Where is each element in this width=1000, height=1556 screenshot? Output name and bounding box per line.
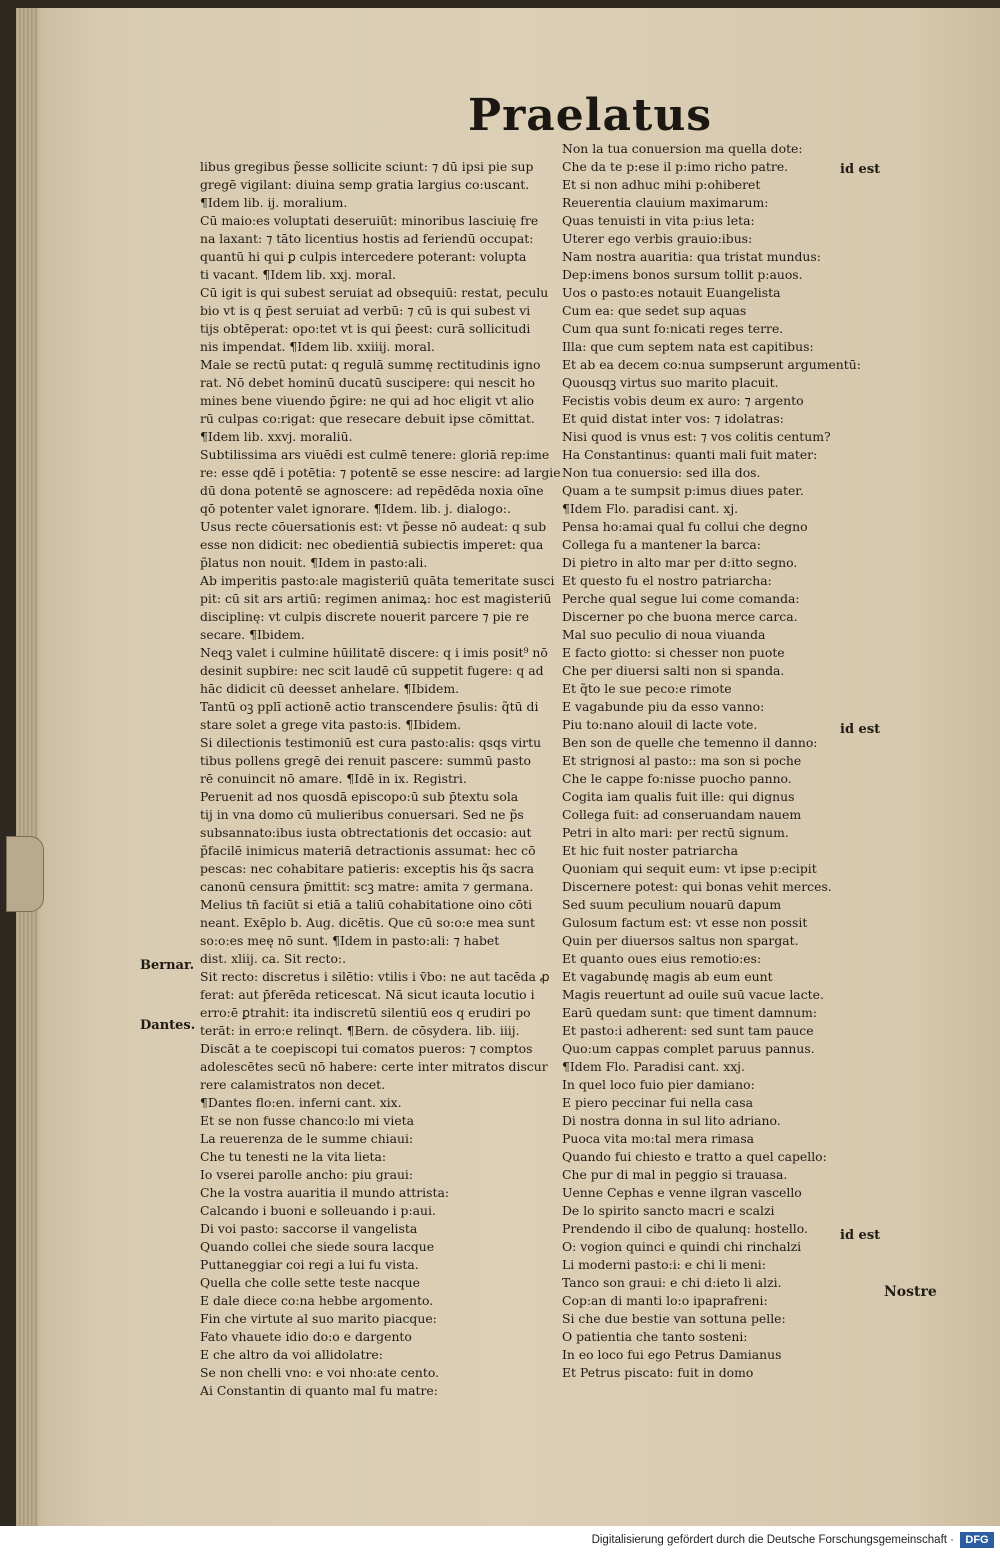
text-line: Illa: que cum septem nata est capitibus: <box>562 339 814 354</box>
text-line: Quando collei che siede soura lacque <box>200 1239 435 1254</box>
text-line: tijs obtēperat: opo:tet vt is qui p̄eest: curā sollicitudi <box>200 321 531 336</box>
text-line: Discernere potest: qui bonas vehit merces. <box>562 879 832 894</box>
text-line: Uenne Cephas e venne ilgran vascello <box>562 1185 802 1200</box>
text-line: Puttaneggiar coi regi a lui fu vista. <box>200 1257 419 1272</box>
text-line: Et q̃to le sue peco:e rimote <box>562 681 732 696</box>
margin-note-id-est: id est <box>840 722 881 737</box>
left-text-column <box>200 158 562 1400</box>
text-line: ti vacant. ¶Idem lib. xxj. moral. <box>200 267 397 282</box>
text-line: Et quid distat inter vos: ⁊ idolatras: <box>562 411 784 426</box>
text-line: Subtilissima ars viuēdi est culmē tenere: gloriā rep:ime <box>200 447 550 462</box>
text-line: p̃facilē inimicus materiā detractionis assumat: hec cō <box>200 843 536 858</box>
book-clasp <box>6 836 44 912</box>
text-line: Et se non fusse chanco:lo mi vieta <box>200 1113 415 1128</box>
text-line: Se non chelli vno: e voi nho:ate cento. <box>200 1365 440 1380</box>
text-line: Cogita iam qualis fuit ille: qui dignus <box>562 789 795 804</box>
text-line: Nam nostra auaritia: qua tristat mundus: <box>562 249 821 264</box>
text-line: Di pietro in alto mar per d:itto segno. <box>562 555 798 570</box>
text-line: mines bene viuendo p̄gire: ne qui ad hoc eligit vt alio <box>200 393 535 408</box>
text-line: Quousqꝫ virtus suo marito placuit. <box>562 375 779 390</box>
text-line: Puoca vita mo:tal mera rimasa <box>562 1131 755 1146</box>
footer-bar <box>0 1526 1000 1556</box>
text-line: Uos o pasto:es notauit Euangelista <box>562 285 781 300</box>
text-line: Neqꝫ valet i culmine hūilitatē discere: q i imis posit⁹ nō <box>200 645 548 660</box>
text-line: disciplinę: vt culpis discrete nouerit parcere ⁊ pie re <box>200 609 529 624</box>
text-line: E dale diece co:na hebbe argomento. <box>200 1293 434 1308</box>
text-line: Et hic fuit noster patriarcha <box>562 843 739 858</box>
text-line: Quella che colle sette teste nacque <box>200 1275 420 1290</box>
text-line: Quas tenuisti in vita p:ius leta: <box>562 213 755 228</box>
text-line: Earū quedam sunt: que timent damnum: <box>562 1005 817 1020</box>
text-line: ferat: aut p̄ferēda reticescat. Nā sicut icauta locutio i <box>200 987 535 1002</box>
text-line: Tantū oꝫ pplī actionē actio transcendere p̄sulis: q̃tū di <box>200 699 539 714</box>
text-line: libus gregibus p̃esse sollicite sciunt: ⁊ dū ipsi pie sup <box>200 159 534 174</box>
text-line: rere calamistratos non decet. <box>200 1077 386 1092</box>
text-line: Et questo fu el nostro patriarcha: <box>562 573 772 588</box>
text-line: ¶Dantes flo:en. inferni cant. xix. <box>200 1095 402 1110</box>
page-title: Praelatus <box>468 90 713 141</box>
text-line: pit: cū sit ars artiū: regimen animaꝝ: hoc est magisteriū <box>200 591 552 606</box>
text-line: Collega fu a mantener la barca: <box>562 537 761 552</box>
text-line: subsannato:ibus iusta obtrectationis det occasio: aut <box>200 825 532 840</box>
text-line: stare solet a grege vita pasto:is. ¶Ibidem. <box>200 717 462 732</box>
text-line: hāc didicit cū deesset anhelare. ¶Ibidem. <box>200 681 460 696</box>
text-line: Quam a te sumpsit p:imus diues pater. <box>562 483 804 498</box>
text-line: Cū maio:es voluptati deseruiūt: minoribus lasciuię fre <box>200 213 539 228</box>
text-line: Ha Constantinus: quanti mali fuit mater: <box>562 447 818 462</box>
text-line: terāt: in erro:e relinqt. ¶Bern. de cōsydera. lib. iiij. <box>200 1023 520 1038</box>
text-line: tij in vna domo cū mulieribus conuersari. Sed ne p̃s <box>200 807 524 822</box>
text-line: pescas: nec cohabitare patieris: exceptis his q̃s sacra <box>200 861 535 876</box>
text-line: rū culpas co:rigat: que resecare debuit ipse cōmittat. <box>200 411 535 426</box>
text-line: Cū igit is qui subest seruiat ad obsequiū: restat, peculu <box>200 285 549 300</box>
text-line: Sed suum peculium nouarū dapum <box>562 897 782 912</box>
text-line: Cop:an di manti lo:o ipaprafreni: <box>562 1293 768 1308</box>
text-line: rat. Nō debet hominū ducatū suscipere: qui nescit ho <box>200 375 536 390</box>
text-line: Quin per diuersos saltus non spargat. <box>562 933 799 948</box>
text-line: Tanco son graui: e chi d:ieto li alzi. <box>562 1275 782 1290</box>
text-line: Discerner po che buona merce carca. <box>562 609 798 624</box>
text-line: O: vogion quinci e quindi chi rinchalzi <box>562 1239 802 1254</box>
text-line: Sit recto: discretus i silētio: vtilis i v̄bo: ne aut tacēda ꝓ <box>200 969 550 984</box>
text-line: Magis reuertunt ad ouile suū vacue lacte. <box>562 987 824 1002</box>
text-line: Male se rectū putat: q regulā summę rectitudinis igno <box>200 357 541 372</box>
text-line: Usus recte cōuersationis est: vt p̃esse nō audeat: q sub <box>200 519 547 534</box>
text-line: Che da te p:ese il p:imo richo patre. <box>562 159 789 174</box>
text-line: desinit supbire: nec scit laudē cū suppetit fugere: q ad <box>200 663 544 678</box>
text-line: canonū censura p̄mittit: scꝫ matre: amita ⁊ germana. <box>200 879 534 894</box>
text-line: qō potenter valet ignorare. ¶Idem. lib. j. dialogo:. <box>200 501 511 516</box>
text-line: Li moderni pasto:i: e chi li meni: <box>562 1257 766 1272</box>
text-line: Quo:um cappas complet paruus pannus. <box>562 1041 815 1056</box>
text-line: rē conuincit nō amare. ¶Idē in ix. Registri. <box>200 771 467 786</box>
text-line: nis impendat. ¶Idem lib. xxiiij. moral. <box>200 339 435 354</box>
text-line: In eo loco fui ego Petrus Damianus <box>562 1347 782 1362</box>
text-line: Di voi pasto: saccorse il vangelista <box>200 1221 418 1236</box>
text-line: E facto giotto: si chesser non puote <box>562 645 785 660</box>
text-line: esse non didicit: nec obedientiā subiectis imperet: qua <box>200 537 544 552</box>
text-line: Ab imperitis pasto:ale magisteriū quāta temeritate susci <box>200 573 555 588</box>
text-line: Perche qual segue lui come comanda: <box>562 591 800 606</box>
text-line: Pensa ho:amai qual fu collui che degno <box>562 519 808 534</box>
text-line: Discāt a te coepiscopi tui comatos pueros: ⁊ comptos <box>200 1041 533 1056</box>
text-line: Che tu tenesti ne la vita lieta: <box>200 1149 387 1164</box>
text-line: bio vt is q p̄est seruiat ad verbū: ⁊ cū is qui subest vi <box>200 303 531 318</box>
text-line: Cum qua sunt fo:nicati reges terre. <box>562 321 784 336</box>
catchword: Nostre <box>884 1284 937 1300</box>
text-line: Che pur di mal in peggio si trauasa. <box>562 1167 788 1182</box>
text-line: Quoniam qui sequit eum: vt ipse p:ecipit <box>562 861 817 876</box>
text-line: Reuerentia clauium maximarum: <box>562 195 769 210</box>
text-line: Et strignosi al pasto:: ma son si poche <box>562 753 802 768</box>
text-line: Si che due bestie van sottuna pelle: <box>562 1311 786 1326</box>
text-line: Et pasto:i adherent: sed sunt tam pauce <box>562 1023 814 1038</box>
right-text-column <box>562 140 882 1382</box>
text-line: Dep:imens bonos sursum tollit p:auos. <box>562 267 803 282</box>
text-line: La reuerenza de le summe chiaui: <box>200 1131 414 1146</box>
text-line: Fato vhauete idio do:o e dargento <box>200 1329 412 1344</box>
text-line: Et vagabundę magis ab eum eunt <box>562 969 773 984</box>
text-line: erro:ē ꝑtrahit: ita indiscretū silentiū eos q erudiri po <box>200 1005 531 1020</box>
text-line: so:o:es meę nō sunt. ¶Idem in pasto:ali: ⁊ habet <box>200 933 500 948</box>
text-line: Che le cappe fo:nisse puocho panno. <box>562 771 792 786</box>
text-line: ¶Idem Flo. paradisi cant. xj. <box>562 501 739 516</box>
text-line: neant. Exēplo b. Aug. dicētis. Que cū so:o:e mea sunt <box>200 915 535 930</box>
text-line: ¶Idem lib. xxvj. moraliū. <box>200 429 353 444</box>
text-line: E vagabunde piu da esso vanno: <box>562 699 765 714</box>
text-line: Piu to:nano alouil di lacte vote. <box>562 717 758 732</box>
text-line: ¶Idem Flo. Paradisi cant. xxj. <box>562 1059 745 1074</box>
text-line: na laxant: ⁊ tāto licentius hostis ad feriendū occupat: <box>200 231 534 246</box>
text-line: Che per diuersi salti non si spanda. <box>562 663 785 678</box>
text-line: Et Petrus piscato: fuit in domo <box>562 1365 754 1380</box>
text-line: E piero peccinar fui nella casa <box>562 1095 753 1110</box>
text-line: Uterer ego verbis grauio:ibus: <box>562 231 753 246</box>
text-line: ¶Idem lib. ij. moralium. <box>200 195 348 210</box>
text-line: De lo spirito sancto macri e scalzi <box>562 1203 775 1218</box>
text-line: re: esse qdē i potētia: ⁊ potentē se esse nescire: ad largie <box>200 465 561 480</box>
text-line: tibus pollens gregē dei renuit pascere: summū pasto <box>200 753 531 768</box>
text-line: Fin che virtute al suo marito piacque: <box>200 1311 437 1326</box>
text-line: Si dilectionis testimoniū est cura pasto:alis: qsqs virtu <box>200 735 542 750</box>
text-line: Et quanto oues eius remotio:es: <box>562 951 762 966</box>
text-line: Ai Constantin di quanto mal fu matre: <box>200 1383 438 1398</box>
text-line: Et ab ea decem co:nua sumpserunt argumentū: <box>562 357 861 372</box>
text-line: Non tua conuersio: sed illa dos. <box>562 465 761 480</box>
text-line: adolescētes secū nō habere: certe inter mitratos discur <box>200 1059 548 1074</box>
footer-credit: Digitalisierung gefördert durch die Deutsche Forschungsgemeinschaft · <box>591 1534 954 1546</box>
dfg-logo: DFG <box>960 1532 994 1548</box>
text-line: Melius tn̄ faciūt si etiā a taliū cohabitatione oino cōti <box>200 897 533 912</box>
text-line: dū dona potentē se agnoscere: ad repēdēda noxia oīne <box>200 483 544 498</box>
text-line: Non la tua conuersion ma quella dote: <box>562 141 803 156</box>
text-line: E che altro da voi allidolatre: <box>200 1347 383 1362</box>
text-line: Fecistis vobis deum ex auro: ⁊ argento <box>562 393 804 408</box>
text-line: gregē vigilant: diuina semp gratia largius co:uscant. <box>200 177 530 192</box>
text-line: Io vserei parolle ancho: piu graui: <box>200 1167 414 1182</box>
text-line: Nisi quod is vnus est: ⁊ vos colitis centum? <box>562 429 831 444</box>
text-line: Quando fui chiesto e tratto a quel capello: <box>562 1149 827 1164</box>
text-line: In quel loco fuio pier damiano: <box>562 1077 755 1092</box>
text-line: Cum ea: que sedet sup aquas <box>562 303 747 318</box>
text-line: Che la vostra auaritia il mundo attrista: <box>200 1185 450 1200</box>
text-line: Ben son de quelle che temenno il danno: <box>562 735 818 750</box>
text-line: secare. ¶Ibidem. <box>200 627 305 642</box>
text-line: O patientia che tanto sosteni: <box>562 1329 748 1344</box>
margin-note-dantes: Dantes. <box>140 1018 196 1033</box>
text-line: Di nostra donna in sul lito adriano. <box>562 1113 781 1128</box>
text-line: Peruenit ad nos quosdā episcopo:ū sub p̄textu sola <box>200 789 519 804</box>
text-line: Mal suo peculio di noua viuanda <box>562 627 766 642</box>
text-line: Petri in alto mari: per rectū signum. <box>562 825 789 840</box>
text-line: Et si non adhuc mihi p:ohiberet <box>562 177 761 192</box>
text-line: dist. xliij. ca. Sit recto:. <box>200 951 347 966</box>
text-line: p̃latus non nouit. ¶Idem in pasto:ali. <box>200 555 428 570</box>
text-line: Prendendo il cibo de qualunq: hostello. <box>562 1221 808 1236</box>
text-line: Calcando i buoni e solleuando i p:aui. <box>200 1203 436 1218</box>
margin-note-id-est: id est <box>840 162 881 177</box>
margin-note-id-est: id est <box>840 1228 881 1243</box>
margin-note-bernar: Bernar. <box>140 958 195 973</box>
text-line: Collega fuit: ad conseruandam nauem <box>562 807 802 822</box>
text-line: Gulosum factum est: vt esse non possit <box>562 915 808 930</box>
text-line: quantū hi qui ꝑ culpis intercedere poterant: volupta <box>200 249 527 264</box>
page-stack-edge <box>16 8 38 1526</box>
